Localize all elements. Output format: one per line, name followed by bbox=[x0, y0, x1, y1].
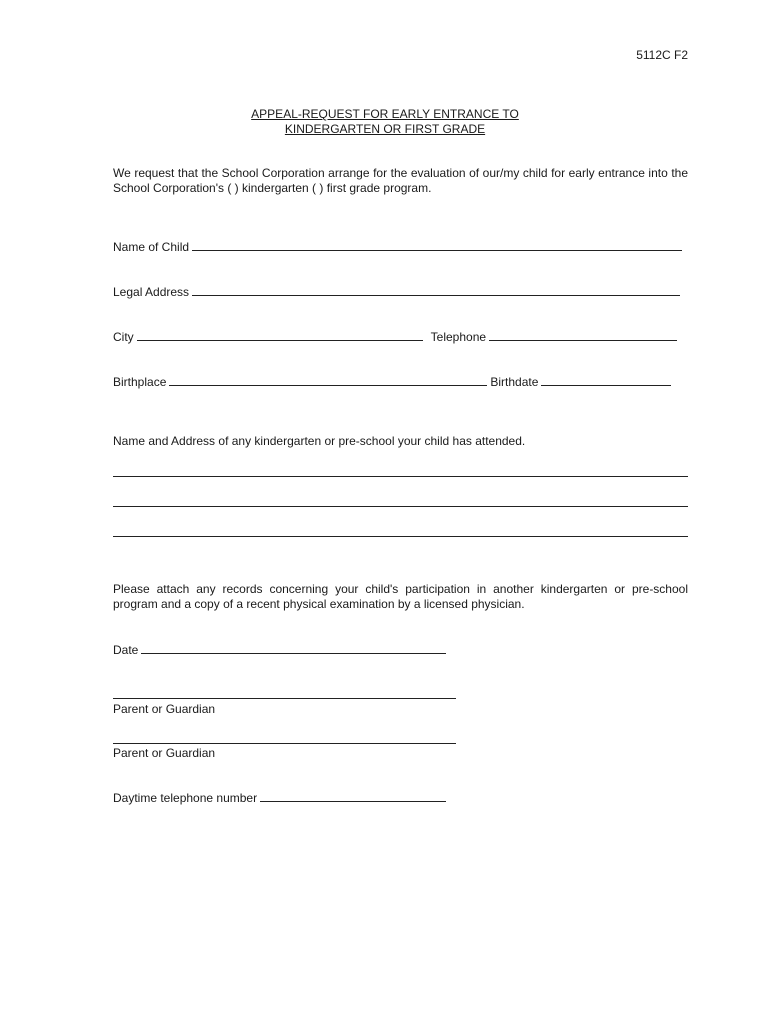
city-label: City bbox=[113, 330, 134, 344]
legal-address-row bbox=[113, 285, 683, 299]
city-field[interactable] bbox=[137, 330, 423, 341]
telephone-field[interactable] bbox=[489, 330, 677, 341]
school-line-3[interactable] bbox=[113, 536, 688, 537]
guardian-1-signature-line[interactable] bbox=[113, 698, 456, 699]
form-code: 5112C F2 bbox=[636, 48, 688, 62]
date-row bbox=[113, 643, 449, 657]
birthplace-field[interactable] bbox=[169, 375, 487, 386]
date-label: Date bbox=[113, 643, 139, 657]
daytime-phone-row bbox=[113, 791, 449, 805]
child-name-field[interactable] bbox=[192, 240, 682, 251]
school-line-2[interactable] bbox=[113, 506, 688, 507]
child-name-label: Name of Child bbox=[113, 240, 190, 254]
birthdate-field[interactable] bbox=[541, 375, 671, 386]
daytime-phone-label: Daytime telephone number bbox=[113, 791, 258, 805]
daytime-phone-field[interactable] bbox=[260, 791, 446, 802]
legal-address-field[interactable] bbox=[192, 285, 680, 296]
form-title-line-1: APPEAL-REQUEST FOR EARLY ENTRANCE TO bbox=[251, 107, 519, 121]
birthplace-birthdate-row bbox=[113, 375, 674, 389]
birthplace-label: Birthplace bbox=[113, 375, 167, 389]
city-telephone-row bbox=[113, 330, 680, 344]
child-name-row bbox=[113, 240, 685, 254]
telephone-label: Telephone bbox=[430, 330, 487, 344]
school-prompt: Name and Address of any kindergarten or pre-school your child has attended. bbox=[113, 434, 526, 448]
guardian-1-label: Parent or Guardian bbox=[113, 702, 216, 716]
birthdate-label: Birthdate bbox=[490, 375, 539, 389]
attachment-paragraph: Please attach any records concerning your child's participation in another kindergarten or pre-school program and a copy of a recent physical examination by a licensed physician. bbox=[113, 582, 688, 611]
form-title-line-2: KINDERGARTEN OR FIRST GRADE bbox=[284, 122, 486, 136]
guardian-2-label: Parent or Guardian bbox=[113, 746, 216, 760]
intro-paragraph: We request that the School Corporation arrange for the evaluation of our/my child for early entrance into the School Corporation's ( ) kindergarten ( ) first grade program. bbox=[113, 166, 688, 195]
legal-address-label: Legal Address bbox=[113, 285, 190, 299]
guardian-2-signature-line[interactable] bbox=[113, 743, 456, 744]
school-line-1[interactable] bbox=[113, 476, 688, 477]
date-field[interactable] bbox=[141, 643, 446, 654]
